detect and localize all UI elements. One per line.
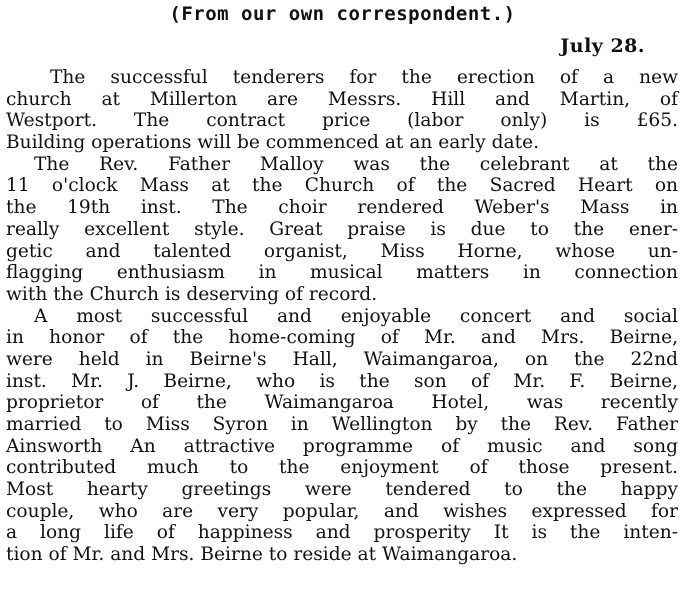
text-line: Building operations will be commenced at an early date. <box>6 132 539 154</box>
dateline: July 28. <box>560 35 645 57</box>
text-line: were held in Beirne's Hall, Waimangaroa, on the 22nd <box>6 348 678 370</box>
byline: (From our own correspondent.) <box>169 3 516 25</box>
text-line: proprietor of the Waimangaroa Hotel, was recently <box>6 392 678 414</box>
text-line: tion of Mr. and Mrs. Beirne to reside at Waimangaroa. <box>6 544 518 566</box>
text-line: 11 o'clock Mass at the Church of the Sacred Heart on <box>6 175 678 197</box>
text-line: A most successful and enjoyable concert and social <box>34 305 678 327</box>
text-line: really excellent style. Great praise is due to the ener- <box>6 218 678 240</box>
text-line: Westport. The contract price (labor only) is £65. <box>6 110 678 132</box>
text-line: couple, who are very popular, and wishes expressed for <box>6 500 678 522</box>
text-line: a long life of happiness and prosperity It is the inten- <box>6 522 678 544</box>
text-line: married to Miss Syron in Wellington by the Rev. Father <box>6 414 678 435</box>
text-line: with the Church is deserving of record. <box>6 283 378 305</box>
text-line: The successful tenderers for the erection of a new <box>50 67 678 88</box>
text-line: flagging enthusiasm in musical matters in connection <box>6 262 678 284</box>
text-line: church at Millerton are Messrs. Hill and Martin, of <box>6 88 678 110</box>
article-body <box>6 67 678 566</box>
text-line: the 19th inst. The choir rendered Weber's Mass in <box>6 197 678 219</box>
text-line: in honor of the home-coming of Mr. and Mrs. Beirne, <box>6 327 678 349</box>
text-line: Ainsworth An attractive programme of music and song <box>6 435 678 457</box>
text-line: contributed much to the enjoyment of those present. <box>6 457 678 479</box>
text-line: inst. Mr. J. Beirne, who is the son of Mr. F. Beirne, <box>6 370 678 392</box>
text-line: getic and talented organist, Miss Horne, whose un- <box>6 240 678 262</box>
text-line: Most hearty greetings were tendered to the happy <box>6 479 678 501</box>
text-line: The Rev. Father Malloy was the celebrant at the <box>34 153 678 175</box>
